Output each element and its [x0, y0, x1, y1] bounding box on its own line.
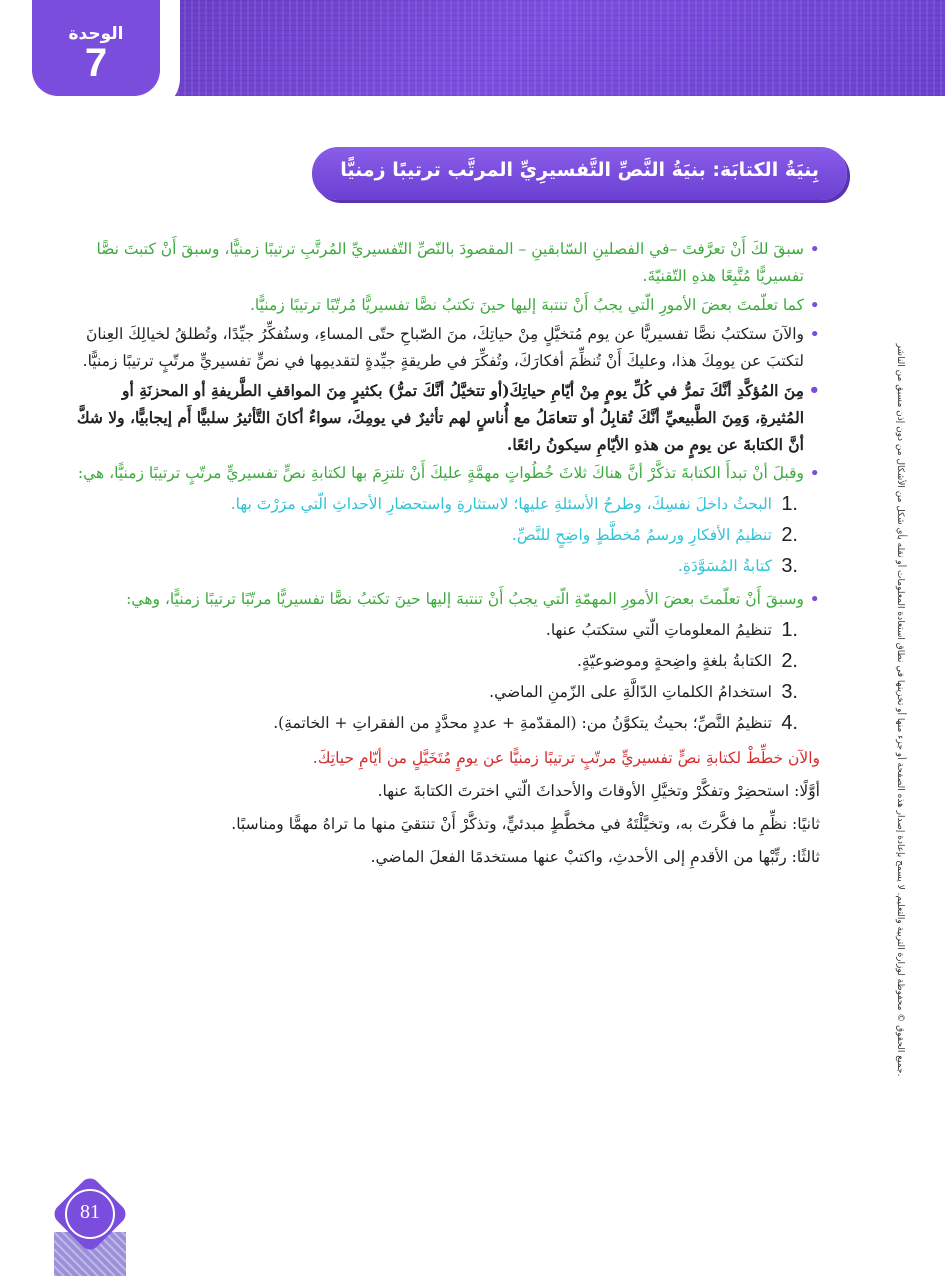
bullet-situations: • مِنَ المُؤكَّدِ أنَّكَ تمرُّ في كُلِّ يومٍ مِنْ أيّامِ حياتِكَ(أو تتخيَّلُ أنَّكَ تمرُّ) بكثيرٍ مِنَ المواقفِ الطَّريفةِ أو المحزنَةِ أو المُثيرةِ، وَمِنَ الطَّبيعيِّ أنَّكَ تُقابِلُ أو تتعامَلُ مع أُناسٍ لهم تأثيرٌ في يومِكَ، سواءٌ أكانَ التَّأثيرُ سلبيًّا أَم إيجابيًّا، ولا شكَّ أنَّ الكتابةَ عن يومٍ من هذهِ الأيّامِ سيكونُ رائعًا. [75, 377, 820, 458]
list-item [75, 489, 820, 520]
list-item [75, 677, 820, 708]
page-number: 81 [80, 1201, 100, 1223]
list-number: 3. [781, 681, 798, 703]
main-content [75, 236, 820, 877]
task-statement: والآن خطِّطْ لكتابةِ نصٍّ تفسيريٍّ مرتّبٍ ترتيبًا زمنيًّا عن يومٍ مُتَخَيَّلٍ من أيّامِ حياتِكَ. [312, 749, 820, 767]
list-text: البحثُ داخلَ نفسِكَ، وطرحُ الأسئلةِ عليها؛ لاستثارةِ واستحضارِ الأحداثِ الّتي مرَرْتَ بها. [230, 495, 772, 513]
list-text: الكتابةُ بلغةٍ واضِحةٍ وموضوعيّةٍ. [576, 652, 772, 670]
unit-number: 7 [84, 41, 108, 85]
list-number: 1. [781, 493, 798, 515]
copyright-text: جميع الحقوق © محفوظة لوزارة التربية والتعليم. لا يسمح بإعادة إصدار هذه الصفحة أو جزء منها أو تخزينها في نطاق استعادة المعلومات أو نقله بأي شكل من الأشكال من دون إذن مسبق من الناشر. [895, 343, 905, 1077]
list-number: 1. [781, 619, 798, 641]
list-text: تنظيمُ المعلوماتِ الّتي ستكتبُ عنها. [545, 621, 772, 639]
list-number: 3. [781, 555, 798, 577]
list-text: استخدامُ الكلماتِ الدّالَّةِ على الزّمنِ الماضي. [489, 683, 772, 701]
unit-box [0, 0, 180, 112]
list-text: كتابةُ المُسَوَّدَةِ. [677, 557, 772, 575]
list-item [75, 646, 820, 677]
section-title: بِنيَةُ الكتابَة: بنيَةُ النَّصِّ التَّفسيرِيِّ المرتَّب ترتيبًا زمنيًّا [340, 159, 819, 181]
list-item [75, 708, 820, 739]
instruction-second: ثانيًا: نظِّمِ ما فكَّرتَ به، وتخيَّلْتَهُ في مخطَّطٍ مبدئيٍّ، وتذكَّرْ أَنْ تنتقيَ منها ما تراهُ مهمًّا ومناسبًا. [231, 815, 820, 833]
bullet-rules-intro: • وسبقَ أَنْ تعلّمتَ بعضَ الأمورِ المهمّةِ الّتي يجبُ أَنْ تنتبهَ إليها حينَ تكتبُ نصًّا تفسيريًّا مرتّبًا ترتيبًا زمنيًّا، وهي: [75, 586, 820, 613]
bullet-intro: • سبقَ لكَ أَنْ تعرَّفتَ –في الفصلينِ السّابقينِ – المقصودَ بالنّصِّ التّفسيريِّ المُرتَّبِ ترتيبًا زمنيًّا، وسبقَ أَنْ كتبتَ نصًّا تفسيريًّا مُتَّبِعًا هذهِ التّقنيّةَ. [75, 236, 820, 290]
list-text: تنظيمُ النَّصِّ؛ بحيثُ يتكوَّنُ من: (المقدّمةِ + عددٍ محدَّدٍ من الفقراتِ + الخاتمةِ). [273, 714, 772, 732]
list-item [75, 551, 820, 582]
list-item [75, 520, 820, 551]
instruction-third: ثالثًا: رتِّبْها من الأقدمِ إلى الأحدثِ، واكتبْ عنها مستخدمًا الفعلَ الماضي. [370, 848, 820, 866]
list-number: 2. [781, 524, 798, 546]
instruction-first: أوَّلًا: استحضِرْ وتفكَّرْ وتخيَّلِ الأوقاتَ والأحداثَ الّتي اخترتَ الكتابةَ عنها. [377, 782, 820, 800]
bullet-task-intro: • والآنَ ستكتبُ نصًّا تفسيريًّا عن يوم مُتخيَّلٍ مِنْ حياتِكَ، منَ الصّباحِ حتّى المساءِ، وستُفكِّرُ جيِّدًا، وتُطلقُ لخيالِكَ العِنانَ لتكتبَ عن يومِكَ هذا، وعليكَ أَنْ تُنظِّمَ أفكارَكَ، وتُفكِّرَ في طريقةٍ جيِّدةٍ لتقديمِها في نصٍّ تفسيريٍّ مرتّبٍ ترتيبًا زمنيًّا. [75, 321, 820, 375]
list-item [75, 615, 820, 646]
list-text: تنظيمُ الأفكارِ ورسمُ مُخطَّطٍ واضِحٍ للنَّصِّ. [511, 526, 772, 544]
bullet-steps-intro: • وقبلَ أنْ تبدأَ الكتابةَ تذكَّرْ أنَّ هناكَ ثلاثَ خُطُواتٍ مهمَّةٍ عليكَ أَنْ تلتزِمَ بها لكتابةِ نصٍّ تفسيريٍّ مرتّبٍ ترتيبًا زمنيًّا، هي: [75, 460, 820, 487]
copyright-side-note [880, 300, 920, 1120]
list-number: 2. [781, 650, 798, 672]
header-banner [170, 0, 945, 96]
rules-list [75, 615, 820, 739]
unit-badge [32, 0, 160, 96]
unit-label: الوحدة [68, 24, 124, 44]
steps-list [75, 489, 820, 582]
section-title-bar [312, 147, 847, 200]
page-badge [54, 1178, 126, 1250]
bullet-learned: • كما تعلّمتَ بعضَ الأمورِ الّتي يجبُ أَنْ تنتبهَ إليها حينَ تكتبُ نصًّا تفسيريًّا مُرتّبًا ترتيبًا زمنيًّا. [75, 292, 820, 319]
list-number: 4. [781, 712, 798, 734]
